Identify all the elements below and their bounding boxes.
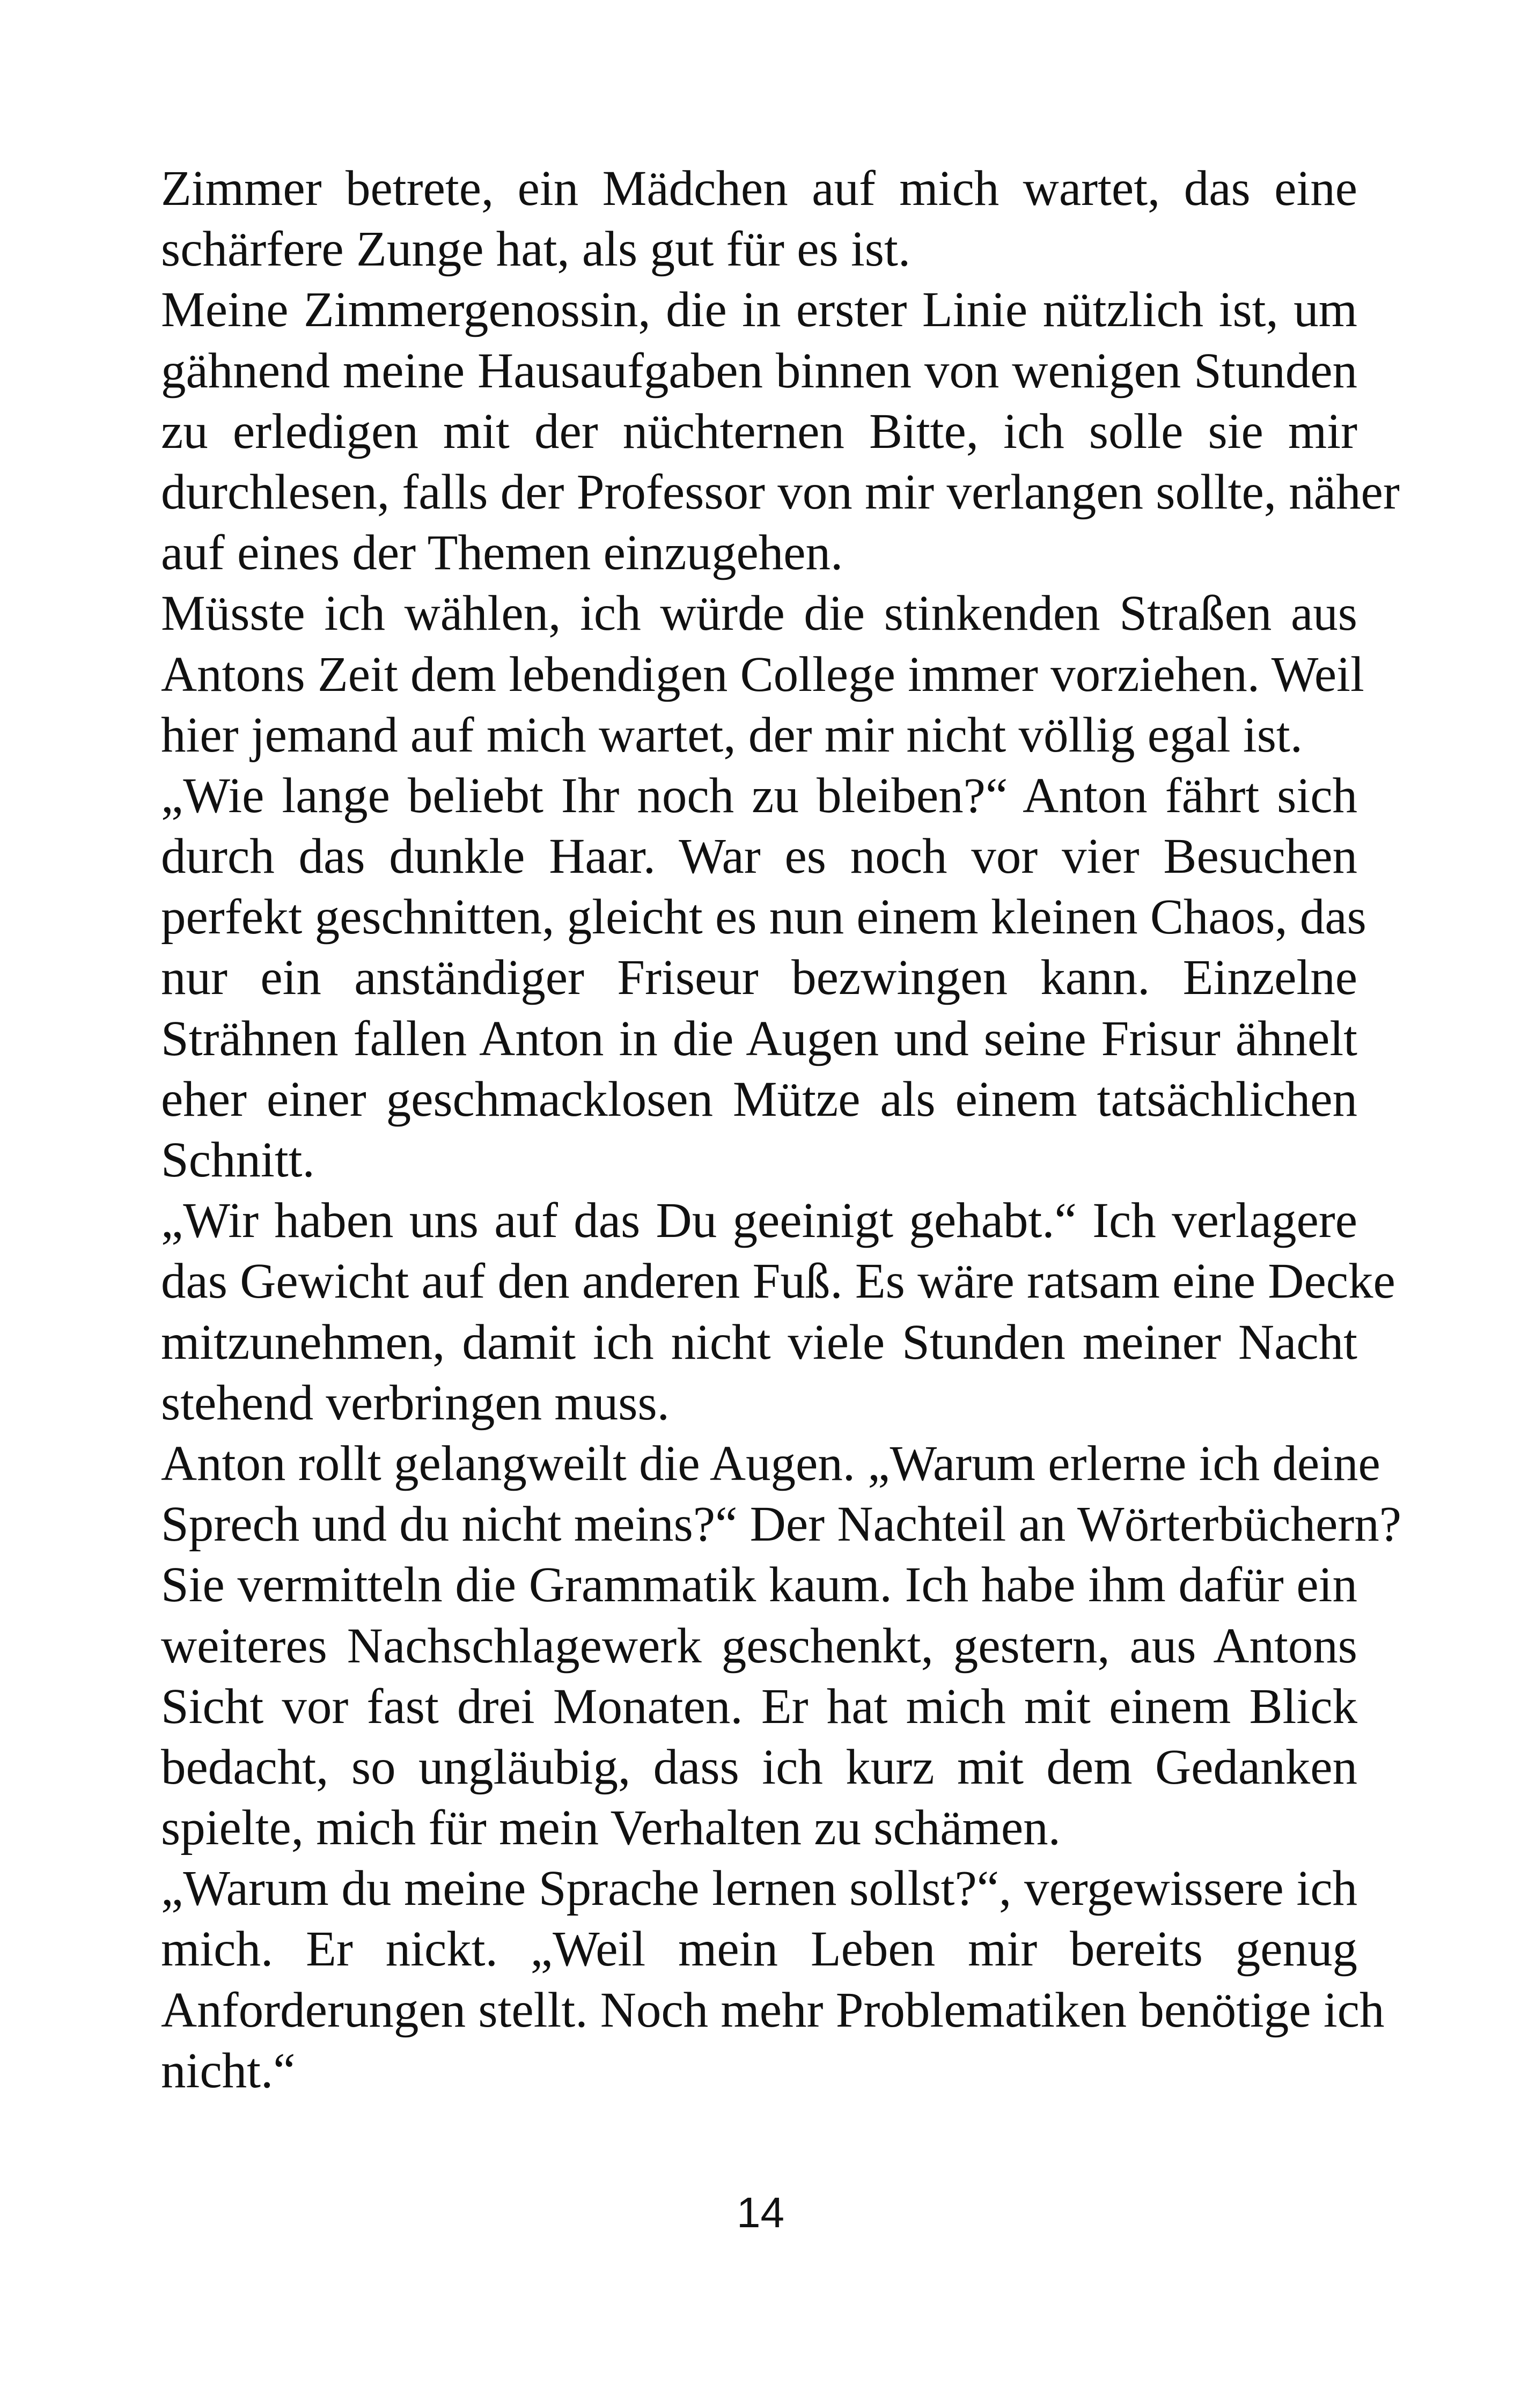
text-line: durchlesen, falls der Professor von mir verlangen sollte, näher	[161, 464, 1400, 520]
text-line: das Gewicht auf den anderen Fuß. Es wäre ratsam eine Decke	[161, 1254, 1395, 1309]
text-line: spielte, mich für mein Verhalten zu schämen.	[161, 1800, 1061, 1856]
text-line: stehend verbringen muss.	[161, 1375, 670, 1431]
text-line: „Wir haben uns auf das Du geeinigt gehabt.“ Ich verlagere	[161, 1193, 1357, 1249]
text-line: „Wie lange beliebt Ihr noch zu bleiben?“ Anton fährt sich	[161, 768, 1357, 823]
text-line: Schnitt.	[161, 1132, 315, 1188]
page-number: 14	[737, 2189, 784, 2236]
text-line: Sie vermitteln die Grammatik kaum. Ich habe ihm dafür ein	[161, 1557, 1357, 1613]
text-line: nur ein anständiger Friseur bezwingen kann. Einzelne	[161, 950, 1357, 1006]
text-line: eher einer geschmacklosen Mütze als einem tatsächlichen	[161, 1071, 1357, 1127]
text-line: gähnend meine Hausaufgaben binnen von wenigen Stunden	[161, 343, 1357, 399]
text-line: durch das dunkle Haar. War es noch vor vier Besuchen	[161, 829, 1357, 885]
text-line: Zimmer betrete, ein Mädchen auf mich wartet, das eine	[161, 161, 1357, 216]
text-line: Sicht vor fast drei Monaten. Er hat mich mit einem Blick	[161, 1678, 1357, 1734]
text-line: Meine Zimmergenossin, die in erster Linie nützlich ist, um	[161, 282, 1357, 338]
text-line: schärfere Zunge hat, als gut für es ist.	[161, 222, 911, 277]
text-line: bedacht, so ungläubig, dass ich kurz mit dem Gedanken	[161, 1739, 1357, 1795]
text-line: „Warum du meine Sprache lernen sollst?“, vergewissere ich	[161, 1861, 1357, 1917]
text-line: auf eines der Themen einzugehen.	[161, 525, 843, 581]
body-text	[161, 158, 1402, 2101]
text-line: Anforderungen stellt. Noch mehr Problematiken benötige ich	[161, 1982, 1385, 2038]
text-line: hier jemand auf mich wartet, der mir nicht völlig egal ist.	[161, 707, 1303, 763]
text-line: zu erledigen mit der nüchternen Bitte, ich solle sie mir	[161, 403, 1357, 459]
text-line: mich. Er nickt. „Weil mein Leben mir bereits genug	[161, 1921, 1357, 1977]
text-line: nicht.“	[161, 2043, 296, 2098]
text-line: Strähnen fallen Anton in die Augen und seine Frisur ähnelt	[161, 1011, 1357, 1066]
text-line: Antons Zeit dem lebendigen College immer vorziehen. Weil	[161, 646, 1364, 702]
text-line: weiteres Nachschlagewerk geschenkt, gestern, aus Antons	[161, 1618, 1357, 1674]
text-line: mitzunehmen, damit ich nicht viele Stunden meiner Nacht	[161, 1314, 1357, 1370]
text-line: perfekt geschnitten, gleicht es nun einem kleinen Chaos, das	[161, 889, 1366, 945]
text-line: Müsste ich wählen, ich würde die stinkenden Straßen aus	[161, 586, 1357, 642]
text-line: Anton rollt gelangweilt die Augen. „Warum erlerne ich deine	[161, 1435, 1380, 1491]
text-line: Sprech und du nicht meins?“ Der Nachteil an Wörterbüchern?	[161, 1497, 1402, 1552]
